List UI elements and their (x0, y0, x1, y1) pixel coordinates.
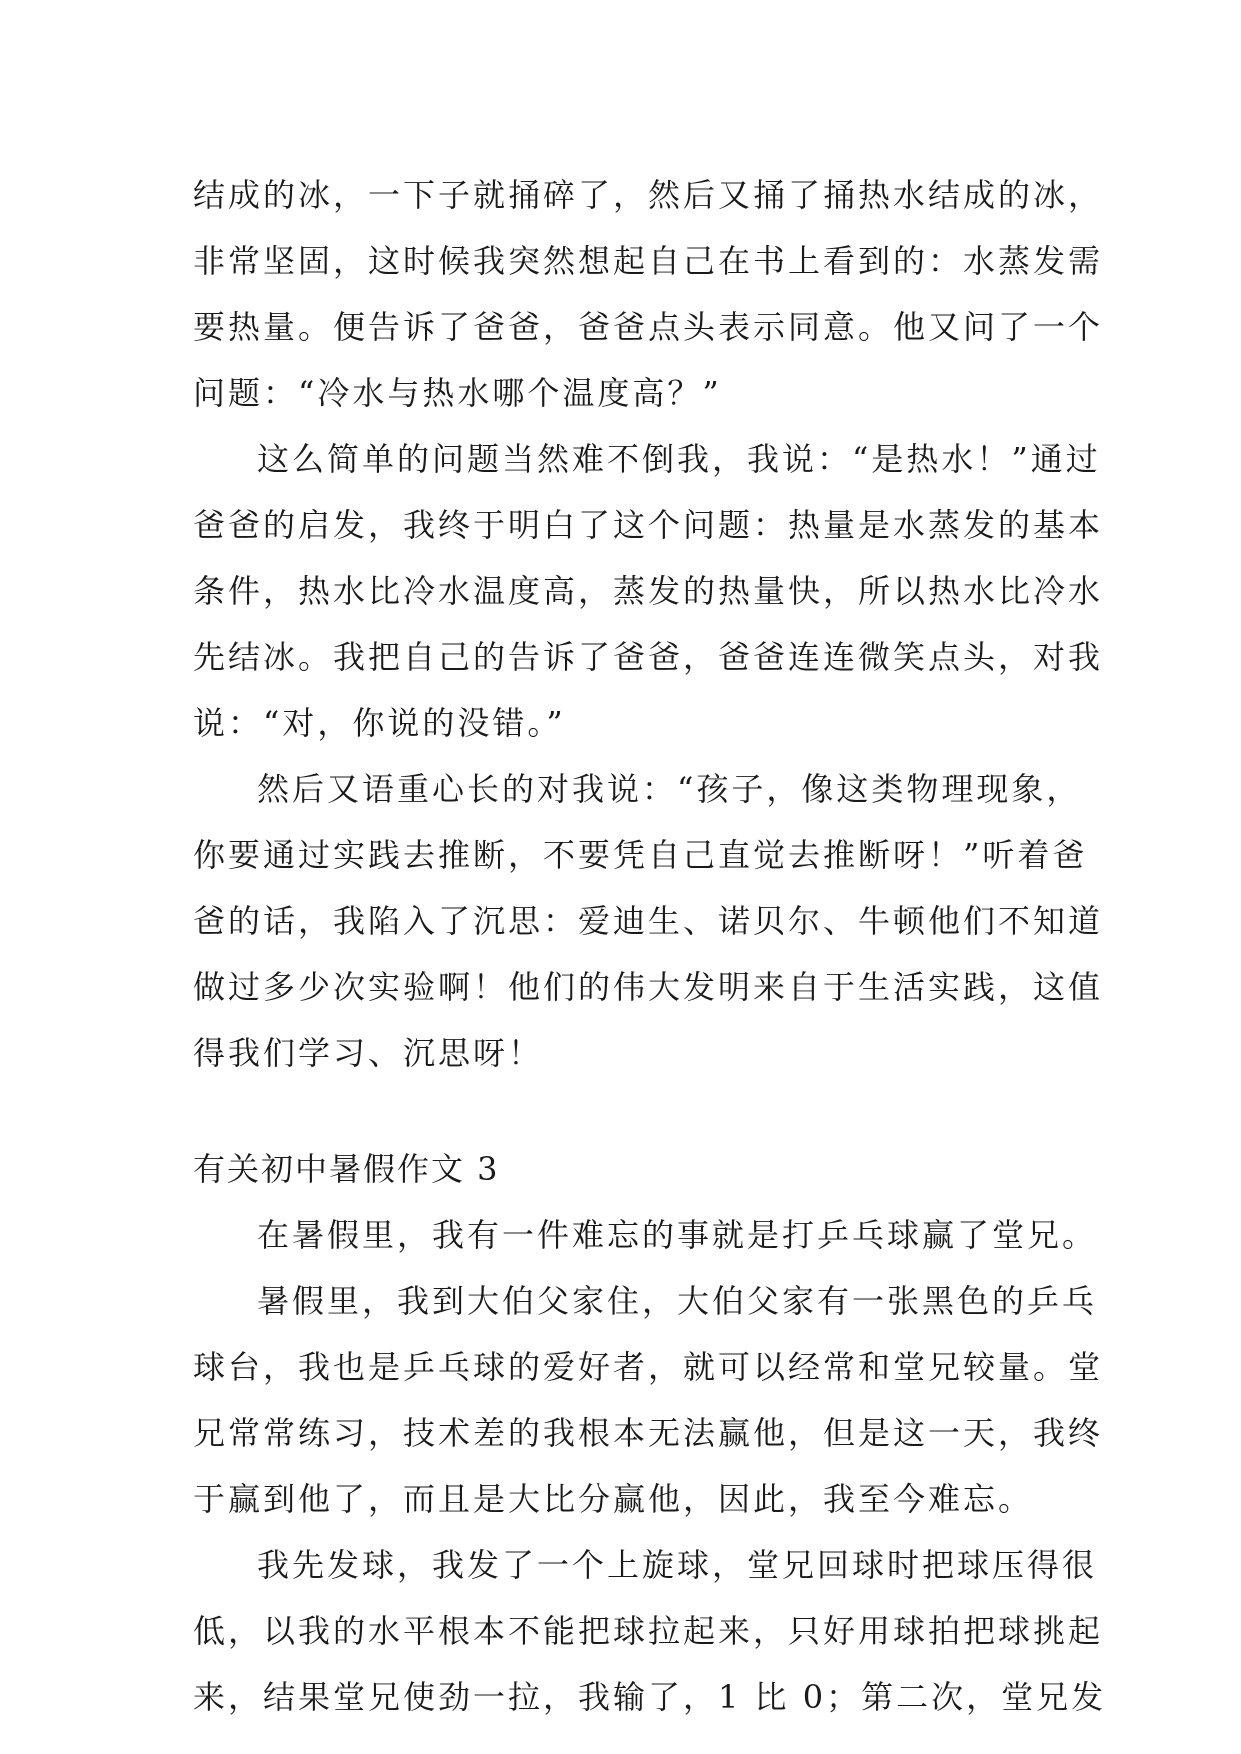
section-title: 有关初中暑假作文 3 (193, 1150, 500, 1188)
text-line: 然后又语重心长的对我说：“孩子，像这类物理现象， (257, 770, 1082, 808)
text-line: 做过多少次实验啊！他们的伟大发明来自于生活实践，这值 (193, 968, 1104, 1006)
text-line: 在暑假里，我有一件难忘的事就是打乒乓球赢了堂兄。 (257, 1216, 1098, 1254)
text-line: 兄常常练习，技术差的我根本无法赢他，但是这一天，我终 (193, 1414, 1104, 1452)
text-line: 爸爸的启发，我终于明白了这个问题：热量是水蒸发的基本 (193, 506, 1104, 544)
text-line: 条件，热水比冷水温度高，蒸发的热量快，所以热水比冷水 (193, 572, 1104, 610)
text-line: 得我们学习、沉思呀！ (193, 1034, 544, 1072)
text-line: 这么简单的问题当然难不倒我，我说：“是热水！”通过 (257, 440, 1101, 478)
text-line: 结成的冰，一下子就捅碎了，然后又捅了捅热水结成的冰， (193, 176, 1104, 214)
text-line: 球台，我也是乒乓球的爱好者，就可以经常和堂兄较量。堂 (193, 1348, 1104, 1386)
text-line: 暑假里，我到大伯父家住，大伯父家有一张黑色的乒乓 (257, 1282, 1098, 1320)
section-gap (193, 1086, 1073, 1136)
text-line: 于赢到他了，而且是大比分赢他，因此，我至今难忘。 (193, 1480, 1034, 1518)
text-line: 我先发球，我发了一个上旋球，堂兄回球时把球压得很 (257, 1546, 1098, 1584)
text-line: 低，以我的水平根本不能把球拉起来，只好用球拍把球挑起 (193, 1612, 1104, 1650)
text-line: 你要通过实践去推断，不要凭自己直觉去推断呀！”听着爸 (193, 836, 1088, 874)
document-body (193, 162, 1107, 1730)
text-line: 非常坚固，这时候我突然想起自己在书上看到的：水蒸发需 (193, 242, 1104, 280)
text-line: 来，结果堂兄使劲一拉，我输了，1 比 0；第二次，堂兄发 (193, 1678, 1107, 1716)
text-line: 说：“对，你说的没错。” (193, 704, 566, 742)
text-line: 先结冰。我把自己的告诉了爸爸，爸爸连连微笑点头，对我 (193, 638, 1104, 676)
text-line: 要热量。便告诉了爸爸，爸爸点头表示同意。他又问了一个 (193, 308, 1104, 346)
text-line: 问题：“冷水与热水哪个温度高？” (193, 374, 722, 412)
text-line: 爸的话，我陷入了沉思：爱迪生、诺贝尔、牛顿他们不知道 (193, 902, 1104, 940)
